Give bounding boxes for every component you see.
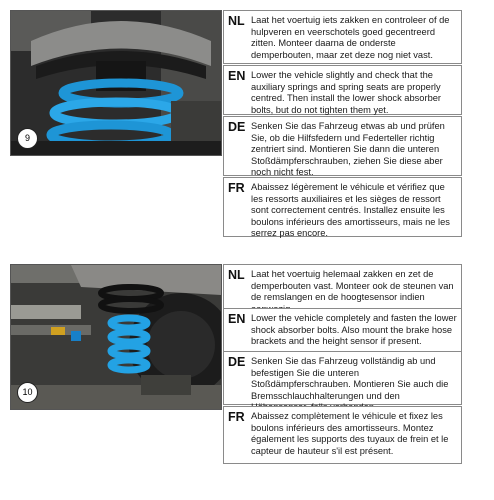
instruction-text: Senken Sie das Fahrzeug vollständig ab und befestigen Sie die unteren Stoßdämpferschrauben. Montieren Sie auch die Bremsschlauchhalterungen und den bbox=[251, 356, 449, 401]
instruction-text: Abaissez complètement le véhicule et fixez les boulons inférieurs des amortisseurs. Montez également les supports des tuyaux de frein et le capteur de hauteur s'il est présent. bbox=[251, 411, 449, 456]
instruction-de bbox=[223, 351, 462, 405]
language-code: NL bbox=[228, 14, 245, 28]
instruction-fr bbox=[223, 406, 462, 464]
instruction-en bbox=[223, 65, 462, 115]
language-code: DE bbox=[228, 355, 246, 369]
instruction-text: Laat het voertuig helemaal zakken en zet de demperbouten vast. Monteer ook de steunen van de remslangen en de hoogtesensor indien bbox=[251, 269, 454, 303]
language-code: DE bbox=[228, 120, 246, 134]
language-code: NL bbox=[228, 268, 245, 282]
step-10-photo bbox=[10, 264, 222, 410]
step-9-photo bbox=[10, 10, 222, 156]
instruction-en bbox=[223, 308, 462, 354]
instruction-text: Senken Sie das Fahrzeug etwas ab und prüfen Sie, ob die Hilfsfedern und Federteller richtig zentriert sind. Montieren Sie dann die unteren Stoßdämpferschrauben, ziehen Sie diese aber noch nicht fest. bbox=[251, 121, 445, 178]
instruction-nl bbox=[223, 264, 462, 312]
suspension-wheel-photo bbox=[11, 265, 221, 409]
instruction-text: Laat het voertuig iets zakken en controleer of de hulpveren en veerschotels goed gecentreerd zitten. Monteer daarna de onderste demperbouten, maar zet deze nog niet vast. bbox=[251, 15, 450, 60]
instruction-fr bbox=[223, 177, 462, 237]
instruction-nl bbox=[223, 10, 462, 64]
language-code: EN bbox=[228, 69, 246, 83]
language-code: FR bbox=[228, 410, 245, 424]
language-code: EN bbox=[228, 312, 246, 326]
step-number-badge: 9 bbox=[17, 128, 38, 149]
instruction-text: Lower the vehicle slightly and check that the auxiliary springs and spring seats are properly centred. Then install the lower shock absorber bolts, but do not tighten them yet. bbox=[251, 70, 442, 115]
instruction-de bbox=[223, 116, 462, 176]
instruction-text: Abaissez légèrement le véhicule et vérifiez que les ressorts auxiliaires et les sièges de ressort sont correctement centrés. Installez ensuite les boulons inférieurs des amortisseurs, mais ne les serrez pas encore. bbox=[251, 182, 450, 239]
instruction-text: Lower the vehicle completely and fasten the lower shock absorber bolts. Also mount the brake hose brackets and the height sensor if present. bbox=[251, 313, 457, 347]
suspension-spring-photo bbox=[11, 11, 221, 155]
language-code: FR bbox=[228, 181, 245, 195]
step-number-badge: 10 bbox=[17, 382, 38, 403]
